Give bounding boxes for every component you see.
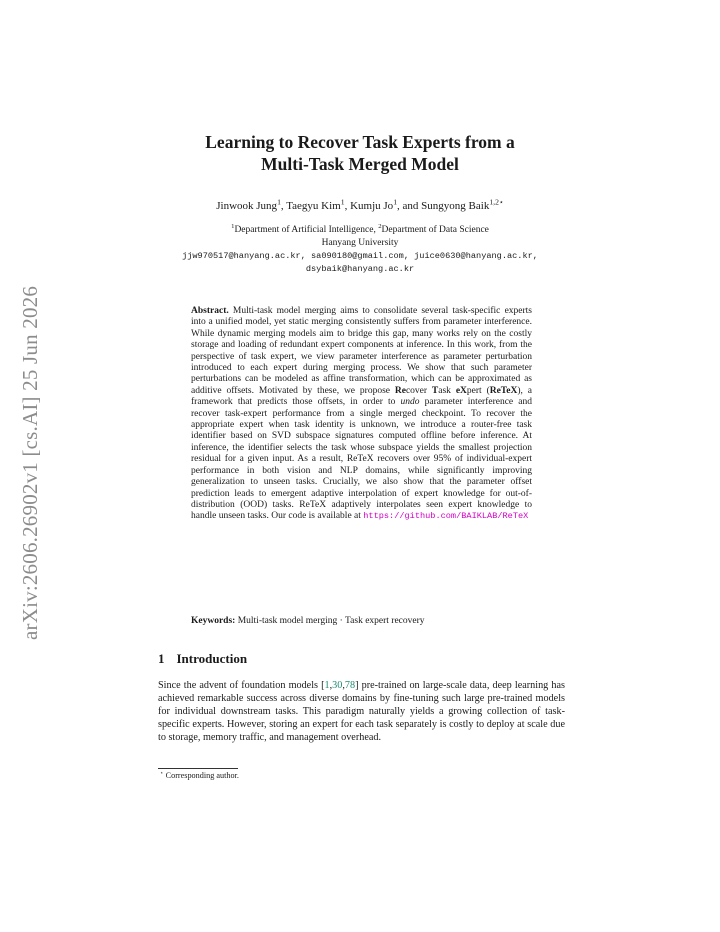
section-title: Introduction: [176, 651, 248, 666]
method-name-initial-re: Re: [394, 385, 406, 396]
method-name-rest-pert: pert: [466, 385, 482, 396]
abstract-text-part-3: parameter interference and recover task-expert performance from a single merged checkpoint. To recover the appropriate expert when task identity is unknown, we introduce a router-free task identifier based on SVD subspace signatures computed offline before inference. At inference, the identifier selects the task whose subspace yields the smallest projection residual for a given input. As a result, ReTeX recovers over 95% of individual-expert performance in both vision and NLP domains, while significantly improving generalization to unseen tasks. Crucially, we also show that the parameter offset prediction leads to emergent adaptive interpolation of expert knowledge for out-of-distribution (OOD) tasks. ReTeX adaptively interpolates seen expert knowledge to handle unseen tasks. Our code is available at: [191, 397, 532, 522]
citation-link[interactable]: 30: [332, 680, 343, 691]
affiliation-mark: 1: [231, 222, 235, 230]
affiliation-ai: Department of Artificial Intelligence,: [234, 225, 376, 235]
paren-open: (: [486, 385, 490, 396]
email-line-1: jjw970517@hanyang.ac.kr, sa090180@gmail.com, juice0630@hanyang.ac.kr,: [182, 251, 538, 261]
arxiv-identifier-stamp: arXiv:2606.26902v1 [cs.AI] 25 Jun 2026: [18, 285, 42, 640]
keywords-label: Keywords:: [191, 616, 236, 626]
method-name-initial-t: T: [431, 385, 439, 396]
author-name: Taegyu Kim: [286, 200, 341, 212]
abstract-text-part-1: Multi-task model merging aims to consolidate several task-specific experts into a unified model, yet static merging consistently suffers from parameter interference. While dynamic merging models aim to bridge this gap, many works rely on the costly storage and loading of redundant expert components at inference. In this work, from the perspective of task expert, we view parameter interference as parameter perturbation introduced to each expert during merging process. We show that such parameter perturbations can be modeled as affine transformation, which can be approximated as additive offsets. Motivated by these, we propose: [191, 306, 533, 396]
abstract: [191, 306, 532, 523]
footnote-divider: [158, 768, 238, 769]
introduction-paragraph: [158, 679, 565, 744]
abstract-text-part-2: a framework that predicts those offsets, in order to: [191, 385, 532, 408]
university-name: Hanyang University: [321, 237, 399, 248]
title-line-2: Multi-Task Merged Model: [261, 154, 459, 174]
section-number: 1: [158, 651, 165, 666]
author-conjunction: and: [402, 200, 419, 212]
section-heading: [158, 651, 247, 667]
method-name-initial-e: e: [455, 385, 461, 396]
paren-close: ),: [517, 385, 523, 396]
citation-separator: ,: [329, 680, 333, 691]
footnote-text: Corresponding author.: [165, 771, 239, 780]
method-name-initial-x: X: [460, 385, 467, 396]
email-line-2: dsybaik@hanyang.ac.kr: [305, 263, 415, 274]
citation-link[interactable]: 78: [344, 680, 356, 691]
author-affiliation-mark: 1: [277, 197, 281, 207]
intro-text-part-2: ] pre-trained on large-scale data, deep learning has achieved remarkable success across diverse domains by fine-tuning such large pre-trained models for individual downstream tasks. This paradigm naturally yields a growing collection of task-specific experts. However, storing an expert for each task separately is costly to deploy at scale due to storage, memory traffic, and management overhead.: [158, 680, 565, 743]
emphasis-undo: undo: [400, 397, 420, 408]
footnote-mark: ⋆: [160, 770, 164, 777]
code-repository-link[interactable]: https://github.com/BAIKLAB/ReTeX: [363, 511, 529, 522]
author-list: Jinwook Jung$^1$, Taegyu Kim$^1$, Kumju Jo$^1$, and Sungyong Baik$^{1,2⋆}$: [216, 197, 504, 212]
author-emails: [0, 250, 720, 275]
intro-text-part-1: Since the advent of foundation models [: [158, 680, 325, 691]
keywords: [191, 616, 532, 627]
author-name: Jinwook Jung: [216, 200, 278, 212]
affiliation-mark: 2: [378, 222, 382, 230]
citation-link[interactable]: 1: [324, 680, 330, 691]
citation-separator: ,: [342, 680, 345, 691]
author-affiliation-mark: 1: [393, 197, 398, 207]
method-name-rest-ask: ask: [438, 385, 451, 396]
author-name: Sungyong Baik: [421, 200, 490, 212]
affiliation-ds: Department of Data Science: [381, 225, 489, 235]
method-name-rest-cover: cover: [405, 385, 428, 396]
title-line-1: Learning to Recover Task Experts from a: [205, 132, 515, 152]
method-acronym: ReTeX: [489, 385, 518, 396]
author-affiliation-mark: 1: [340, 197, 345, 207]
author-affiliation-mark: 1,2⋆: [489, 197, 504, 207]
footnote: [160, 771, 239, 780]
author-name: Kumju Jo: [350, 200, 394, 212]
keywords-text: Multi-task model merging · Task expert recovery: [237, 616, 425, 626]
abstract-label: Abstract.: [191, 306, 229, 316]
affiliations: [0, 224, 720, 249]
paper-title: [0, 131, 720, 175]
